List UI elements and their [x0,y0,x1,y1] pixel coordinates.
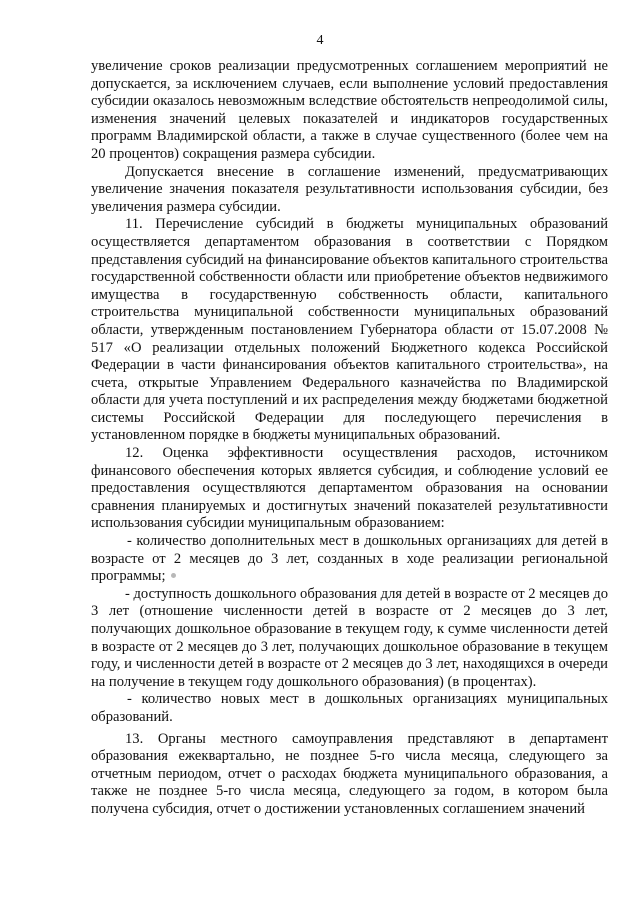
document-body [91,58,608,819]
bullet-new-places: - количество новых мест в дошкольных организациях муниципальных образований. [91,691,608,725]
page-number: 4 [316,33,324,48]
paragraph-item-12: 12. Оценка эффективности осуществления расходов, источником финансового обеспечения которых является субсидия, и соблюдение условий ее предоставления осуществляются департаментом образования на основании сравнения планируемых и достигнутых значений показателей результативности использования субсидии муниципальным образованием: [91,445,608,532]
paragraph-agreement-changes: Допускается внесение в соглашение изменений, предусматривающих увеличение значения показателя результативности использования субсидии, без увеличения размера субсидии. [91,163,608,215]
paragraph-item-13: 13. Органы местного самоуправления представляют в департамент образования ежеквартально, не позднее 5-го числа месяца, следующего за отчетным периодом, отчет о расходах бюджета муниципального образования, а также не позднее 5-го числа месяца, следующего за годом, в котором была получена субсидия, отчет о достижении установленных соглашением значений [91,730,608,817]
scan-speck [171,573,176,578]
bullet-availability: - доступность дошкольного образования для детей в возрасте от 2 месяцев до 3 лет (отношение численности детей в возрасте от 2 месяцев до 3 лет, получающих дошкольное образование в текущем году, к сумме численности детей в возрасте от 2 месяцев до 3 лет, получающих дошкольное образование в текущем году, и численности детей в возрасте от 2 месяцев до 3 лет, находящихся в очереди на получение в текущем году дошкольного образования) (в процентах). [91,585,608,690]
paragraph-subsidy-terms: увеличение сроков реализации предусмотренных соглашением мероприятий не допускается, за исключением случаев, если выполнение условий предоставления субсидии оказалось невозможным вследствие обстоятельств непреодолимой силы, изменения значений целевых показателей и индикаторов государственных программ Владимирской области, а также в случае существенного (более чем на 20 процентов) сокращения размера субсидии. [91,58,608,162]
bullet-additional-places: - количество дополнительных мест в дошкольных организациях для детей в возрасте от 2 месяцев до 3 лет, созданных в ходе реализации региональной программы; [91,533,608,585]
paragraph-item-11: 11. Перечисление субсидий в бюджеты муниципальных образований осуществляется департаментом образования в соответствии с Порядком представления субсидий на финансирование объектов капитального строительства государственной собственности области или приобретение объектов недвижимого имущества в государственную собственность области, капитального строительства муниципальной собственности муниципальных образований области, утвержденным постановлением Губернатора области от 15.07.2008 № 517 «О реализации отдельных положений Бюджетного кодекса Российской Федерации в части финансирования объектов капитального строительства», на счета, открытые Управлением Федерального казначейства по Владимирской области для учета поступлений и их распределения между бюджетами бюджетной системы Российской Федерации для последующего перечисления в установленном порядке в бюджеты муниципальных образований. [91,216,608,444]
